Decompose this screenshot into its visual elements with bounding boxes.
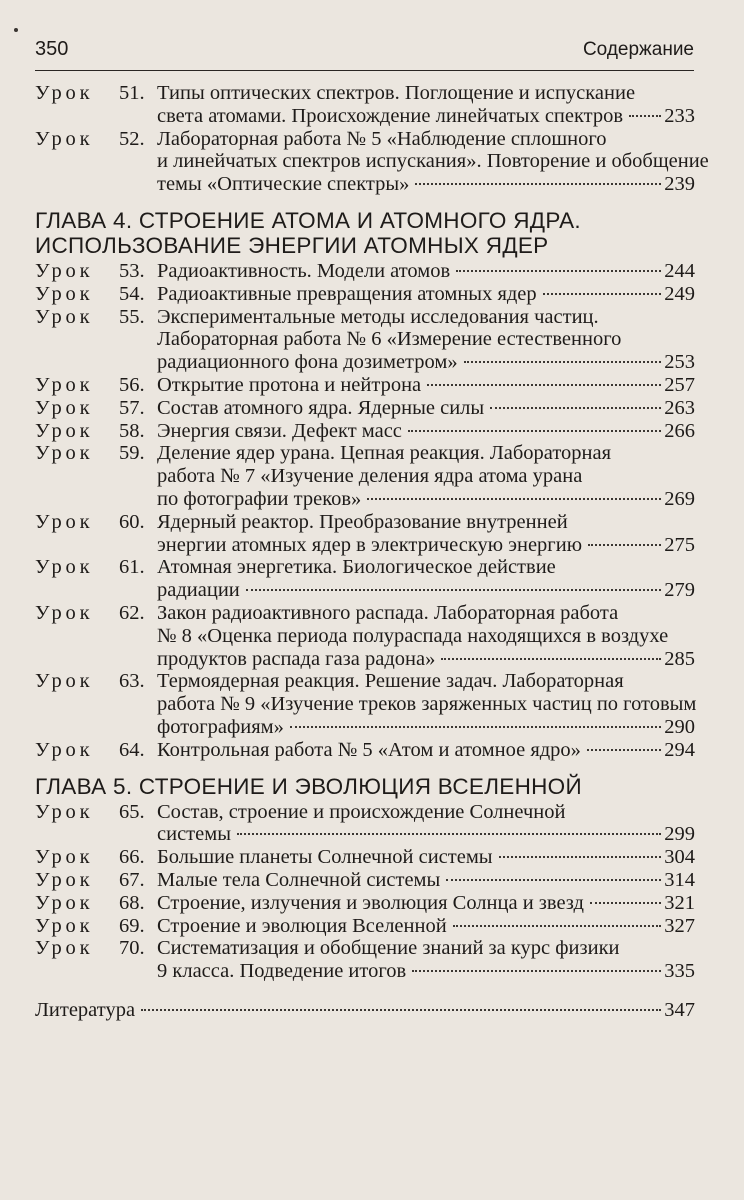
literature-page-number: 347	[664, 998, 695, 1021]
lesson-number: 54.	[119, 282, 145, 305]
entry-title-line: темы «Оптические спектры»	[157, 173, 410, 196]
entry-body	[157, 374, 695, 397]
lesson-word: Урок	[35, 800, 94, 823]
dot-leader	[412, 970, 661, 972]
entry-body	[157, 801, 695, 847]
lesson-word: Урок	[35, 282, 94, 305]
entry-title-line: Энергия связи. Дефект масс	[157, 419, 402, 442]
entry-title-line: Открытие протона и нейтрона	[157, 373, 422, 396]
entry-last-line	[157, 283, 695, 306]
entry-page-number: 233	[664, 104, 695, 127]
entry-title-line: Закон радиоактивного распада. Лабораторная работа	[157, 601, 619, 624]
chapter-heading-line: ГЛАВА 5. СТРОЕНИЕ И ЭВОЛЮЦИЯ ВСЕЛЕННОЙ	[35, 773, 582, 799]
toc-entry	[35, 670, 695, 738]
entry-title-line: Лабораторная работа № 5 «Наблюдение сплошного	[157, 127, 607, 150]
page-number: 350	[35, 38, 69, 60]
entry-body	[157, 283, 695, 306]
toc-entry	[35, 127, 709, 196]
entry-body	[157, 511, 695, 557]
dot-leader	[367, 498, 661, 500]
running-title: Содержание	[582, 39, 694, 60]
chapter-heading	[35, 208, 695, 258]
entry-last-line	[157, 374, 695, 397]
lesson-number: 60.	[119, 510, 145, 533]
entry-body	[157, 556, 695, 602]
toc-entry	[35, 869, 695, 892]
entry-title-line: Экспериментальные методы исследования частиц.	[157, 305, 599, 328]
entry-title-line: света атомами. Происхождение линейчатых спектров	[157, 104, 624, 127]
dot-leader	[237, 833, 661, 835]
entry-page-number: 314	[664, 868, 695, 891]
lesson-number: 70.	[119, 937, 145, 960]
lesson-word: Урок	[35, 259, 94, 282]
lesson-word: Урок	[35, 127, 94, 150]
dot-leader	[490, 407, 661, 409]
entry-page-number: 253	[664, 351, 695, 374]
lesson-number: 55.	[119, 305, 145, 328]
entry-page-number: 249	[664, 282, 695, 305]
entry-body	[157, 82, 695, 128]
entry-last-line	[157, 534, 695, 557]
dot-leader	[453, 925, 662, 927]
toc-entry	[35, 511, 695, 557]
entry-last-line	[157, 397, 695, 420]
toc-entry	[35, 374, 695, 397]
entry-title-line: энергии атомных ядер в электрическую энергию	[157, 533, 583, 556]
print-speck	[14, 28, 18, 32]
toc-entry	[35, 602, 695, 670]
toc-entry	[35, 306, 695, 374]
entry-title-line: работа № 9 «Изучение треков заряженных частиц по готовым	[157, 693, 697, 716]
entry-last-line	[157, 579, 695, 602]
entry-page-number: 269	[664, 487, 695, 510]
dot-leader	[141, 1009, 661, 1011]
lesson-number: 53.	[119, 259, 145, 282]
entry-title-line: 9 класса. Подведение итогов	[157, 960, 407, 983]
dot-leader	[441, 658, 661, 660]
lesson-word: Урок	[35, 738, 94, 761]
entry-page-number: 275	[664, 533, 695, 556]
dot-leader	[427, 384, 661, 386]
entry-last-line	[157, 260, 695, 283]
lesson-number: 65.	[119, 800, 145, 823]
lesson-word: Урок	[35, 396, 94, 419]
entry-title-line: Радиоактивные превращения атомных ядер	[157, 282, 537, 305]
entry-title-line: работа № 7 «Изучение деления ядра атома урана	[157, 465, 583, 488]
lesson-number: 62.	[119, 601, 145, 624]
lesson-word: Урок	[35, 891, 94, 914]
lesson-word: Урок	[35, 868, 94, 891]
dot-leader	[499, 856, 662, 858]
entry-title-line: и линейчатых спектров испускания». Повторение и обобщение	[157, 150, 709, 173]
dot-leader	[415, 183, 661, 185]
entry-last-line	[157, 960, 695, 983]
entry-last-line	[157, 420, 695, 443]
entry-body	[157, 260, 695, 283]
entry-page-number: 294	[664, 738, 695, 761]
lesson-word: Урок	[35, 556, 94, 579]
lesson-word: Урок	[35, 510, 94, 533]
lesson-number: 66.	[119, 846, 145, 869]
literature-label: Литература	[35, 998, 136, 1021]
entry-title-line: Состав, строение и происхождение Солнечной	[157, 800, 566, 823]
literature-entry	[35, 999, 695, 1022]
entry-page-number: 321	[664, 891, 695, 914]
entry-title-line: Систематизация и обобщение знаний за курс физики	[157, 937, 620, 960]
chapter-heading-line: ГЛАВА 4. СТРОЕНИЕ АТОМА И АТОМНОГО ЯДРА.	[35, 207, 581, 233]
toc-entry	[35, 739, 695, 762]
lesson-number: 59.	[119, 442, 145, 465]
entry-last-line	[157, 846, 695, 869]
lesson-word: Урок	[35, 442, 94, 465]
entry-title-line: системы	[157, 823, 231, 846]
entry-title-line: Лабораторная работа № 6 «Измерение естественного	[157, 328, 622, 351]
lesson-word: Урок	[35, 82, 94, 104]
toc-entry	[35, 283, 695, 306]
entry-last-line	[157, 105, 695, 128]
entry-last-line	[157, 869, 695, 892]
dot-leader	[588, 544, 661, 546]
entry-body	[157, 420, 695, 443]
entry-page-number: 290	[664, 715, 695, 738]
entry-body	[157, 397, 695, 420]
entry-title-line: Ядерный реактор. Преобразование внутренней	[157, 510, 568, 533]
entry-title-line: фотографиям»	[157, 715, 284, 738]
lesson-number: 67.	[119, 868, 145, 891]
lesson-number: 57.	[119, 396, 145, 419]
toc-entry	[35, 915, 695, 938]
toc-entry	[35, 846, 695, 869]
chapter-heading-line: ИСПОЛЬЗОВАНИЕ ЭНЕРГИИ АТОМНЫХ ЯДЕР	[35, 232, 549, 258]
entry-title-line: Строение и эволюция Вселенной	[157, 914, 447, 937]
dot-leader	[590, 902, 661, 904]
entry-last-line	[157, 892, 695, 915]
entry-body	[157, 306, 695, 374]
entry-title-line: радиационного фона дозиметром»	[157, 351, 458, 374]
entry-page-number: 304	[664, 846, 695, 869]
toc-entry	[35, 442, 695, 510]
entry-body	[157, 739, 695, 762]
entry-last-line	[157, 915, 695, 938]
dot-leader	[290, 726, 661, 728]
table-of-contents	[35, 82, 709, 1022]
toc-entry	[35, 556, 695, 602]
lesson-number: 68.	[119, 891, 145, 914]
entry-body	[157, 869, 695, 892]
dot-leader	[464, 361, 662, 363]
dot-leader	[543, 293, 662, 295]
entry-page-number: 335	[664, 960, 695, 983]
lesson-number: 64.	[119, 738, 145, 761]
entry-page-number: 263	[664, 396, 695, 419]
entry-title-line: Типы оптических спектров. Поглощение и испускание	[157, 82, 636, 104]
lesson-number: 63.	[119, 670, 145, 693]
dot-leader	[456, 270, 661, 272]
entry-page-number: 299	[664, 823, 695, 846]
dot-leader	[587, 749, 661, 751]
entry-title-line: Радиоактивность. Модели атомов	[157, 259, 451, 282]
toc-entry	[35, 937, 695, 983]
entry-body	[157, 602, 695, 670]
lesson-word: Урок	[35, 305, 94, 328]
entry-title-line: Малые тела Солнечной системы	[157, 868, 441, 891]
lesson-number: 69.	[119, 914, 145, 937]
lesson-word: Урок	[35, 937, 94, 960]
entry-last-line	[157, 488, 695, 511]
entry-last-line	[157, 173, 695, 196]
entry-last-line	[157, 648, 695, 671]
toc-entry	[35, 892, 695, 915]
lesson-number: 58.	[119, 419, 145, 442]
entry-body	[157, 670, 695, 738]
lesson-word: Урок	[35, 846, 94, 869]
page-header	[35, 38, 694, 71]
entry-body	[157, 937, 695, 983]
toc-entry	[35, 260, 695, 283]
entry-last-line	[157, 739, 695, 762]
entry-body	[157, 442, 695, 510]
entry-page-number: 244	[664, 259, 695, 282]
lesson-word: Урок	[35, 419, 94, 442]
dot-leader	[629, 115, 661, 117]
chapter-heading	[35, 774, 695, 799]
entry-title-line: по фотографии треков»	[157, 487, 362, 510]
lesson-word: Урок	[35, 373, 94, 396]
dot-leader	[446, 879, 661, 881]
lesson-word: Урок	[35, 670, 94, 693]
lesson-number: 52.	[119, 127, 145, 150]
entry-title-line: Деление ядер урана. Цепная реакция. Лабораторная	[157, 442, 612, 465]
entry-body	[157, 127, 709, 196]
entry-last-line	[157, 716, 695, 739]
toc-entry	[35, 420, 695, 443]
entry-page-number: 239	[664, 173, 695, 196]
toc-entry	[35, 397, 695, 420]
dot-leader	[246, 589, 661, 591]
entry-title-line: № 8 «Оценка периода полураспада находящихся в воздухе	[157, 624, 669, 647]
entry-page-number: 279	[664, 579, 695, 602]
entry-last-line	[157, 823, 695, 846]
lesson-word: Урок	[35, 914, 94, 937]
entry-page-number: 285	[664, 647, 695, 670]
lesson-number: 61.	[119, 556, 145, 579]
entry-body	[157, 892, 695, 915]
entry-title-line: Большие планеты Солнечной системы	[157, 846, 493, 869]
lesson-word: Урок	[35, 601, 94, 624]
entry-title-line: продуктов распада газа радона»	[157, 647, 436, 670]
lesson-number: 56.	[119, 373, 145, 396]
entry-page-number: 257	[664, 373, 695, 396]
entry-body	[157, 915, 695, 938]
entry-title-line: Контрольная работа № 5 «Атом и атомное ядро»	[157, 738, 581, 761]
entry-page-number: 266	[664, 419, 695, 442]
entry-page-number: 327	[664, 914, 695, 937]
entry-title-line: радиации	[157, 579, 240, 602]
entry-title-line: Термоядерная реакция. Решение задач. Лабораторная	[157, 670, 624, 693]
entry-title-line: Состав атомного ядра. Ядерные силы	[157, 396, 485, 419]
toc-entry	[35, 82, 695, 128]
lesson-number: 51.	[119, 82, 145, 104]
entry-title-line: Атомная энергетика. Биологическое действие	[157, 556, 556, 579]
toc-entry	[35, 801, 695, 847]
entry-last-line	[157, 351, 695, 374]
dot-leader	[408, 430, 661, 432]
entry-body	[157, 846, 695, 869]
entry-title-line: Строение, излучения и эволюция Солнца и звезд	[157, 891, 584, 914]
